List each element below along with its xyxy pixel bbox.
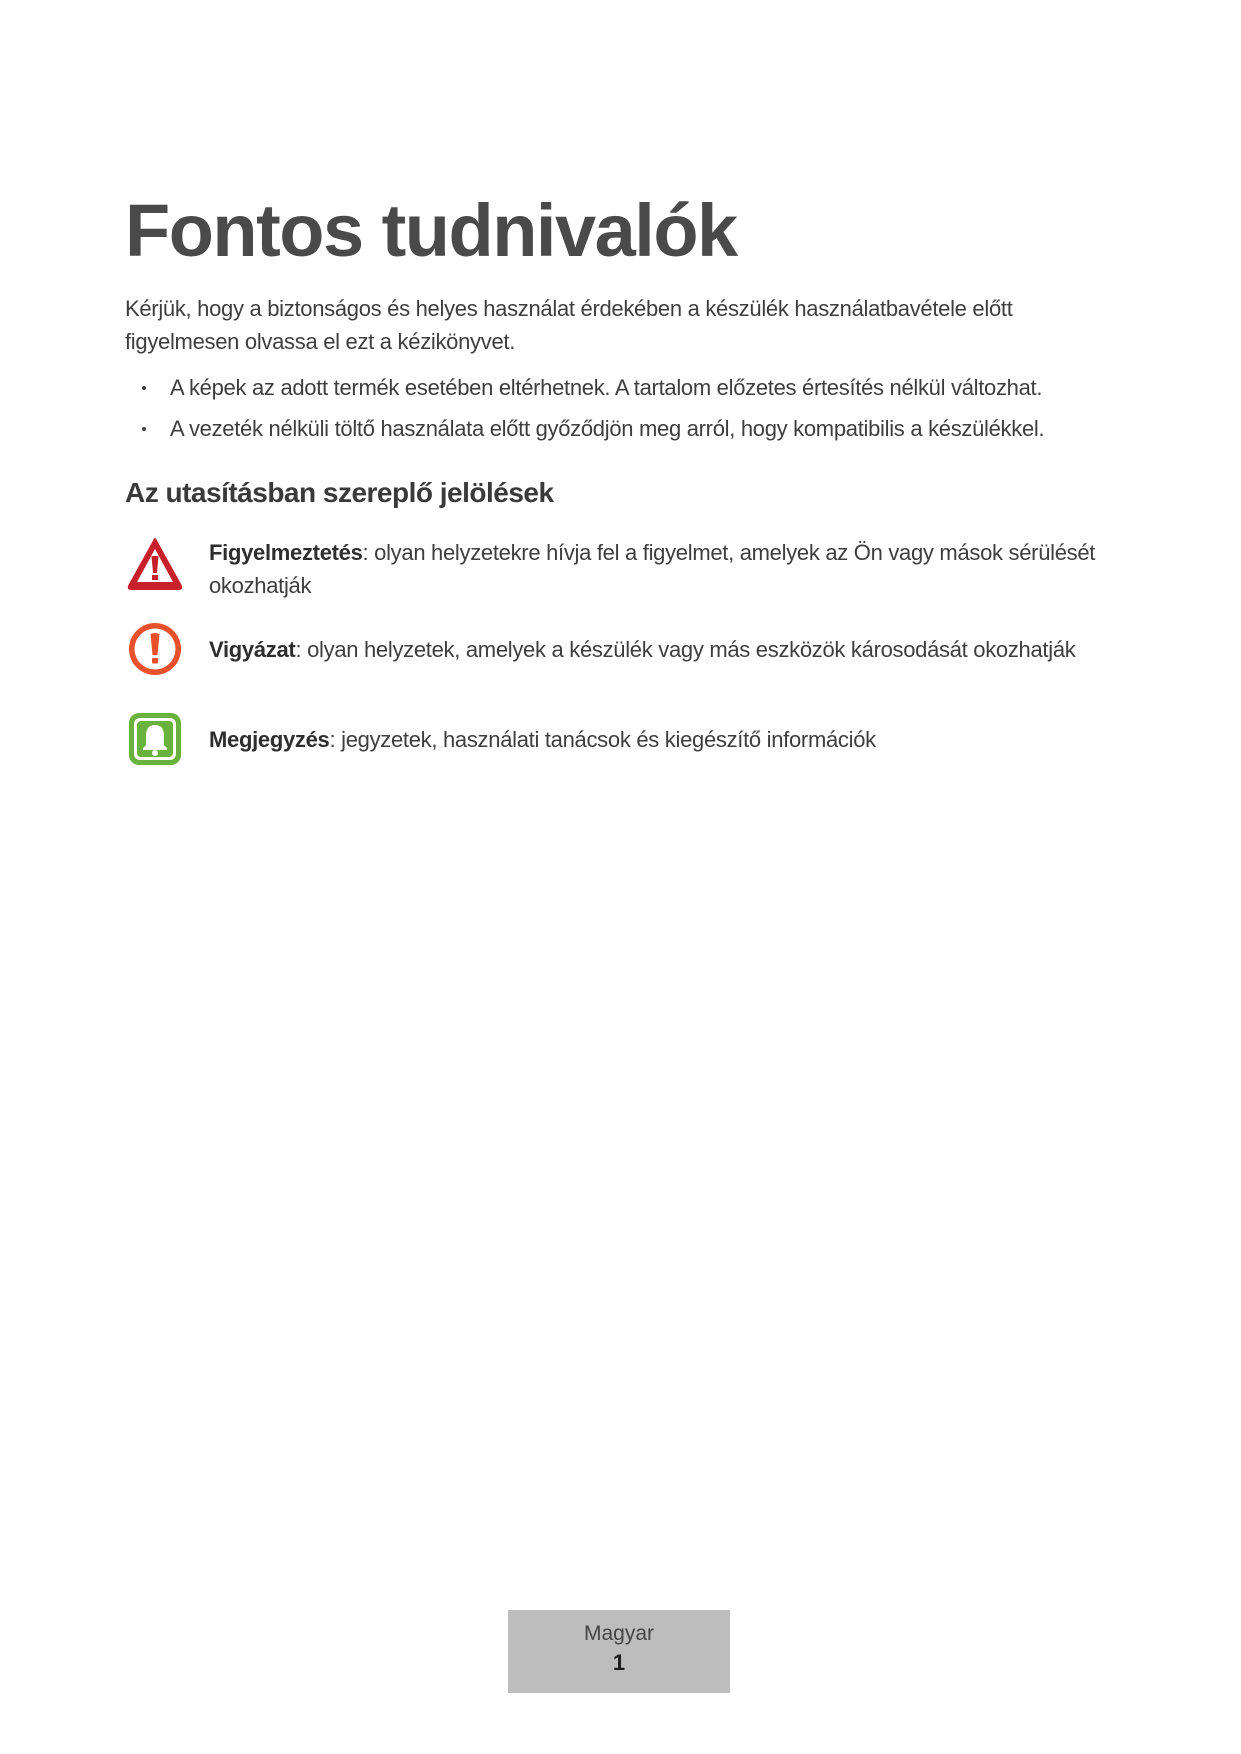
footer-language: Magyar [583, 1622, 655, 1645]
bullet-dot [142, 427, 146, 431]
notice-caution-label: Vigyázat [209, 637, 296, 662]
notice-warning-body: olyan helyzetekre hívja fel a figyelmet, amelyek az Ön vagy mások sérülését okozhatják [209, 540, 1096, 598]
page-title: Fontos tudnivalók [125, 189, 737, 272]
page-footer [508, 1610, 730, 1693]
list-item-text: A vezeték nélküli töltő használata előtt győződjön meg arról, hogy kompatibilis a készülékkel. [170, 416, 1045, 441]
list-item [125, 371, 1125, 404]
notice-warning-label: Figyelmeztetés [209, 540, 363, 565]
notice-note-body: jegyzetek, használati tanácsok és kiegészítő információk [335, 727, 876, 752]
notice-note [125, 723, 1125, 783]
bullet-dot [142, 386, 146, 390]
intro-paragraph: Kérjük, hogy a biztonságos és helyes használat érdekében a készülék használatbavétele előtt figyelmesen olvassa el ezt a kézikönyvet. [125, 296, 1013, 354]
warning-triangle-icon [125, 534, 185, 594]
notice-caution-separator: : [295, 637, 302, 662]
page-number: 1 [612, 1650, 626, 1675]
section-heading: Az utasításban szereplő jelölések [125, 477, 554, 508]
notice-note-text [209, 723, 1129, 756]
notice-caution-body: olyan helyzetek, amelyek a készülék vagy más eszközök károsodását okozhatják [301, 637, 1076, 662]
notice-caution-text [209, 633, 1129, 666]
caution-circle-icon [125, 619, 185, 679]
notice-warning-separator: : [362, 540, 369, 565]
list-item-text: A képek az adott termék esetében eltérhetnek. A tartalom előzetes értesítés nélkül változhat. [170, 375, 1043, 400]
list-item [125, 412, 1125, 445]
notice-note-label: Megjegyzés [209, 727, 330, 752]
notice-caution [125, 633, 1125, 693]
notice-note-separator: : [329, 727, 336, 752]
notice-warning [125, 536, 1125, 606]
notice-warning-text [209, 536, 1129, 602]
bell-note-icon [125, 709, 185, 769]
bullet-list [125, 371, 1125, 453]
